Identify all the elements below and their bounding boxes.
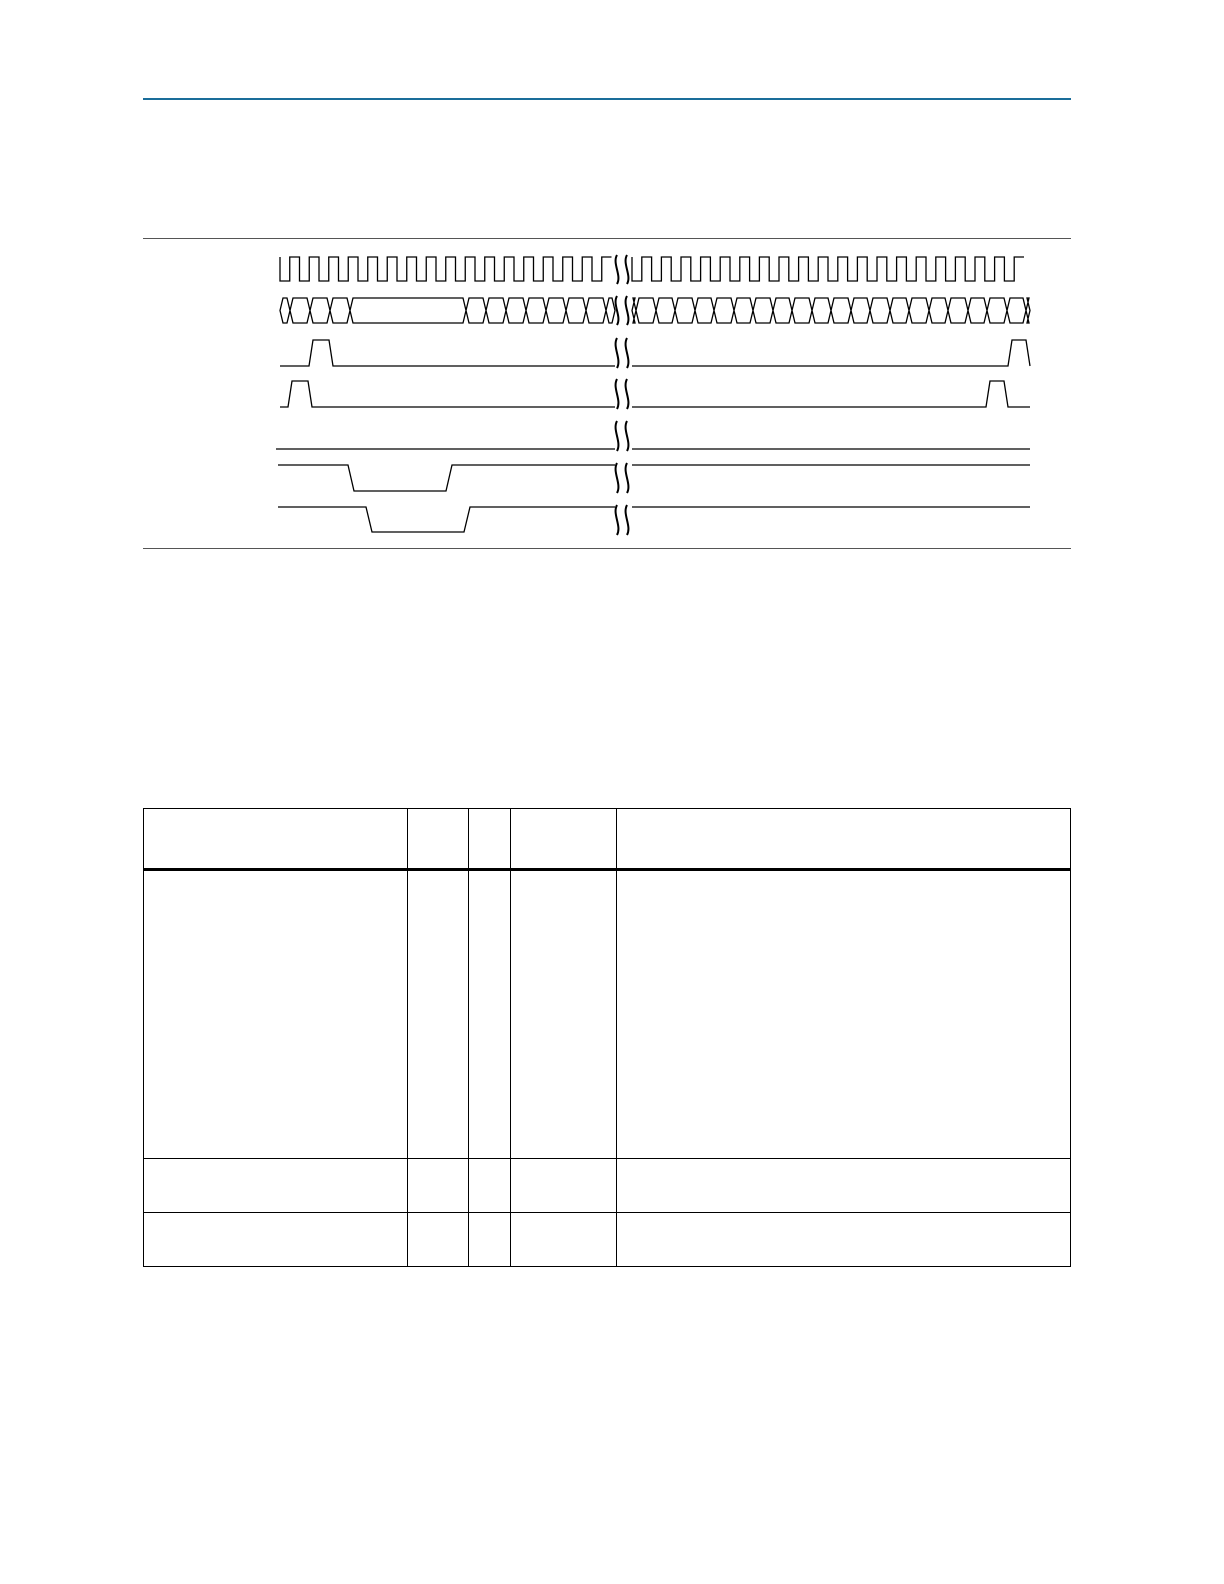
table-cell [511,1159,617,1213]
break-marker [616,421,619,451]
table-cell [144,1159,408,1213]
signal-table [143,808,1071,1267]
table-row [144,870,1071,1159]
break-marker [626,379,629,409]
break-marker [626,296,629,325]
break-marker [616,338,619,368]
break-marker [626,255,629,284]
table-cell [617,870,1071,1159]
bus-waveform [280,298,1030,323]
break-marker [616,296,619,325]
pulse-waveform-1 [280,340,1030,366]
break-marker [616,505,619,535]
table-row [144,1213,1071,1267]
table-header-cell [511,809,617,870]
break-marker [616,463,619,493]
clock-waveform [280,257,1024,281]
break-marker [616,379,619,409]
table-header-cell [408,809,469,870]
active-low-waveform-2 [278,507,1030,532]
timing-diagram [0,0,1224,560]
table-header-cell [617,809,1071,870]
pulse-waveform-2 [280,381,1030,407]
table-cell [617,1159,1071,1213]
table-cell [469,870,511,1159]
table-cell [408,1159,469,1213]
table-cell [408,1213,469,1267]
break-marker [626,463,629,493]
break-marker [616,255,619,284]
table-header-cell [469,809,511,870]
break-marker [626,421,629,451]
table-header-cell [144,809,408,870]
table-cell [511,1213,617,1267]
table-cell [408,870,469,1159]
table-cell [144,1213,408,1267]
active-low-waveform-1 [278,465,1030,491]
table-cell [144,870,408,1159]
break-marker [626,505,629,535]
table-cell [469,1213,511,1267]
table-row [144,1159,1071,1213]
table-cell [511,870,617,1159]
table-header-row [144,809,1071,870]
table-cell [617,1213,1071,1267]
break-marker [626,338,629,368]
table-cell [469,1159,511,1213]
